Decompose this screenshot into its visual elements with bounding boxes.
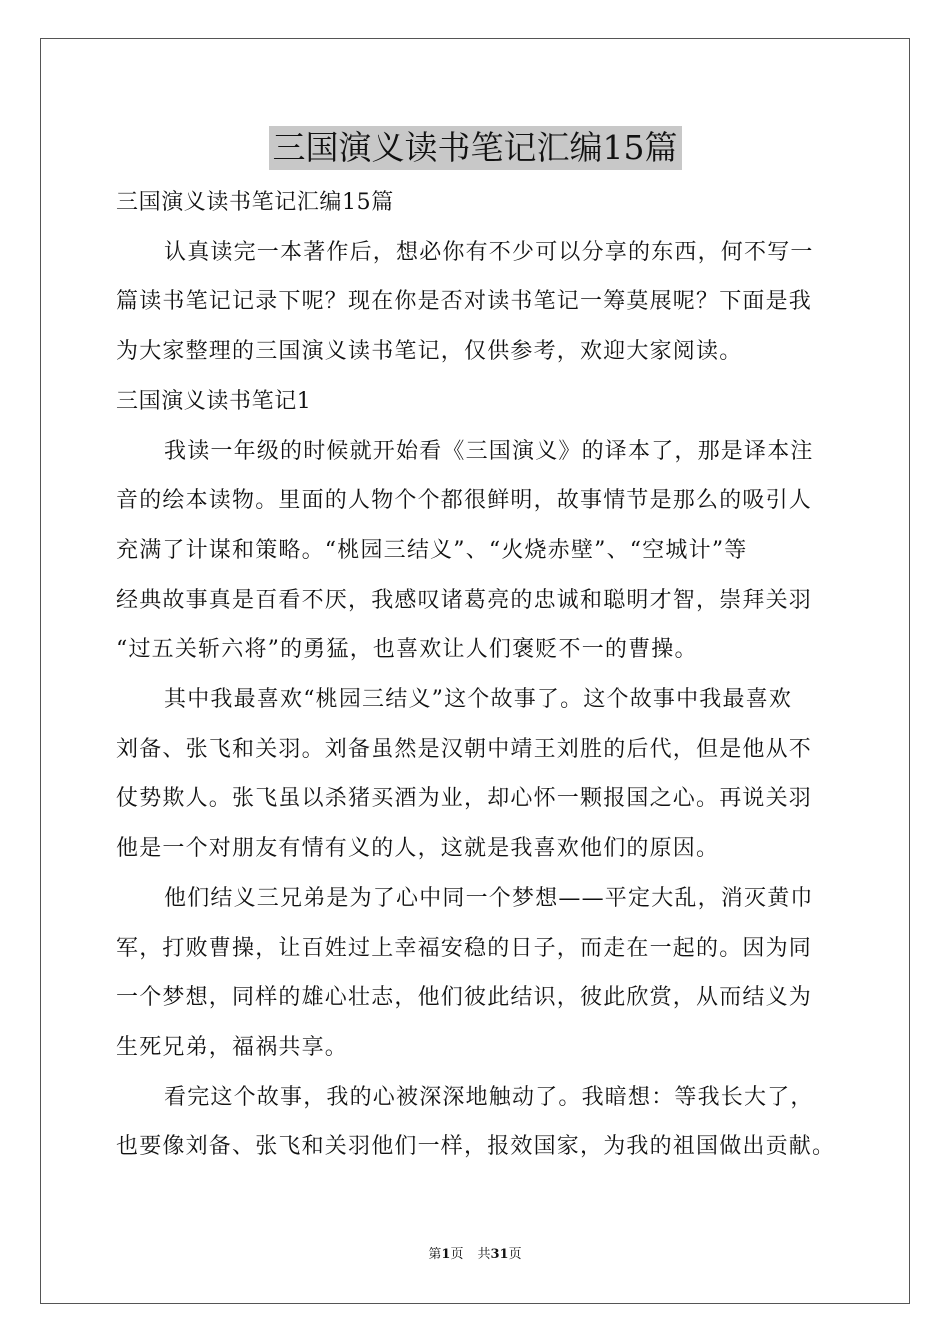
body-line-16: 军，打败曹操，让百姓过上幸福安稳的日子，而走在一起的。因为同	[116, 935, 813, 961]
page-footer	[0, 1246, 950, 1264]
page-prefix: 第	[428, 1247, 442, 1262]
body-line-10: “过五关斩六将”的勇猛，也喜欢让人们褒贬不一的曹操。	[116, 637, 698, 663]
document-body	[116, 178, 834, 1172]
page-total: 31	[490, 1247, 509, 1262]
body-line-15: 他们结义三兄弟是为了心中同一个梦想——平定大乱，消灭黄巾	[164, 885, 814, 911]
body-line-20: 也要像刘备、张飞和关羽他们一样，报效国家，为我的祖国做出贡献。	[116, 1134, 836, 1160]
body-line-4: 为大家整理的三国演义读书笔记，仅供参考，欢迎大家阅读。	[116, 339, 743, 365]
page-current: 1	[441, 1247, 451, 1262]
document-title: 三国演义读书笔记汇编15篇	[269, 126, 682, 170]
body-line-13: 仗势欺人。张飞虽以杀猪买酒为业，却心怀一颗报国之心。再说关羽	[116, 786, 813, 812]
body-line-8: 充满了计谋和策略。“桃园三结义”、“火烧赤壁”、“空城计”等	[116, 537, 748, 563]
body-line-9: 经典故事真是百看不厌，我感叹诸葛亮的忠诚和聪明才智，崇拜关羽	[116, 587, 813, 613]
body-line-3: 篇读书笔记记录下呢？现在你是否对读书笔记一筹莫展呢？下面是我	[116, 289, 813, 315]
total-suffix: 页	[508, 1247, 522, 1262]
title-area	[0, 126, 950, 170]
body-line-14: 他是一个对朋友有情有义的人，这就是我喜欢他们的原因。	[116, 836, 720, 862]
page-suffix: 页	[450, 1247, 464, 1262]
body-line-2: 认真读完一本著作后，想必你有不少可以分享的东西，何不写一	[164, 239, 814, 265]
total-prefix: 共	[477, 1247, 491, 1262]
body-line-6: 我读一年级的时候就开始看《三国演义》的译本了，那是译本注	[164, 438, 814, 464]
body-line-11: 其中我最喜欢“桃园三结义”这个故事了。这个故事中我最喜欢	[164, 687, 793, 713]
body-line-12: 刘备、张飞和关羽。刘备虽然是汉朝中靖王刘胜的后代，但是他从不	[116, 736, 813, 762]
body-line-19: 看完这个故事，我的心被深深地触动了。我暗想：等我长大了，	[164, 1084, 814, 1110]
body-line-17: 一个梦想，同样的雄心壮志，他们彼此结识，彼此欣赏，从而结义为	[116, 985, 813, 1011]
body-line-7: 音的绘本读物。里面的人物个个都很鲜明，故事情节是那么的吸引人	[116, 488, 813, 514]
section-heading-1: 三国演义读书笔记1	[116, 388, 312, 414]
body-line-18: 生死兄弟，福祸共享。	[116, 1034, 349, 1060]
body-line-1: 三国演义读书笔记汇编15篇	[116, 190, 394, 215]
